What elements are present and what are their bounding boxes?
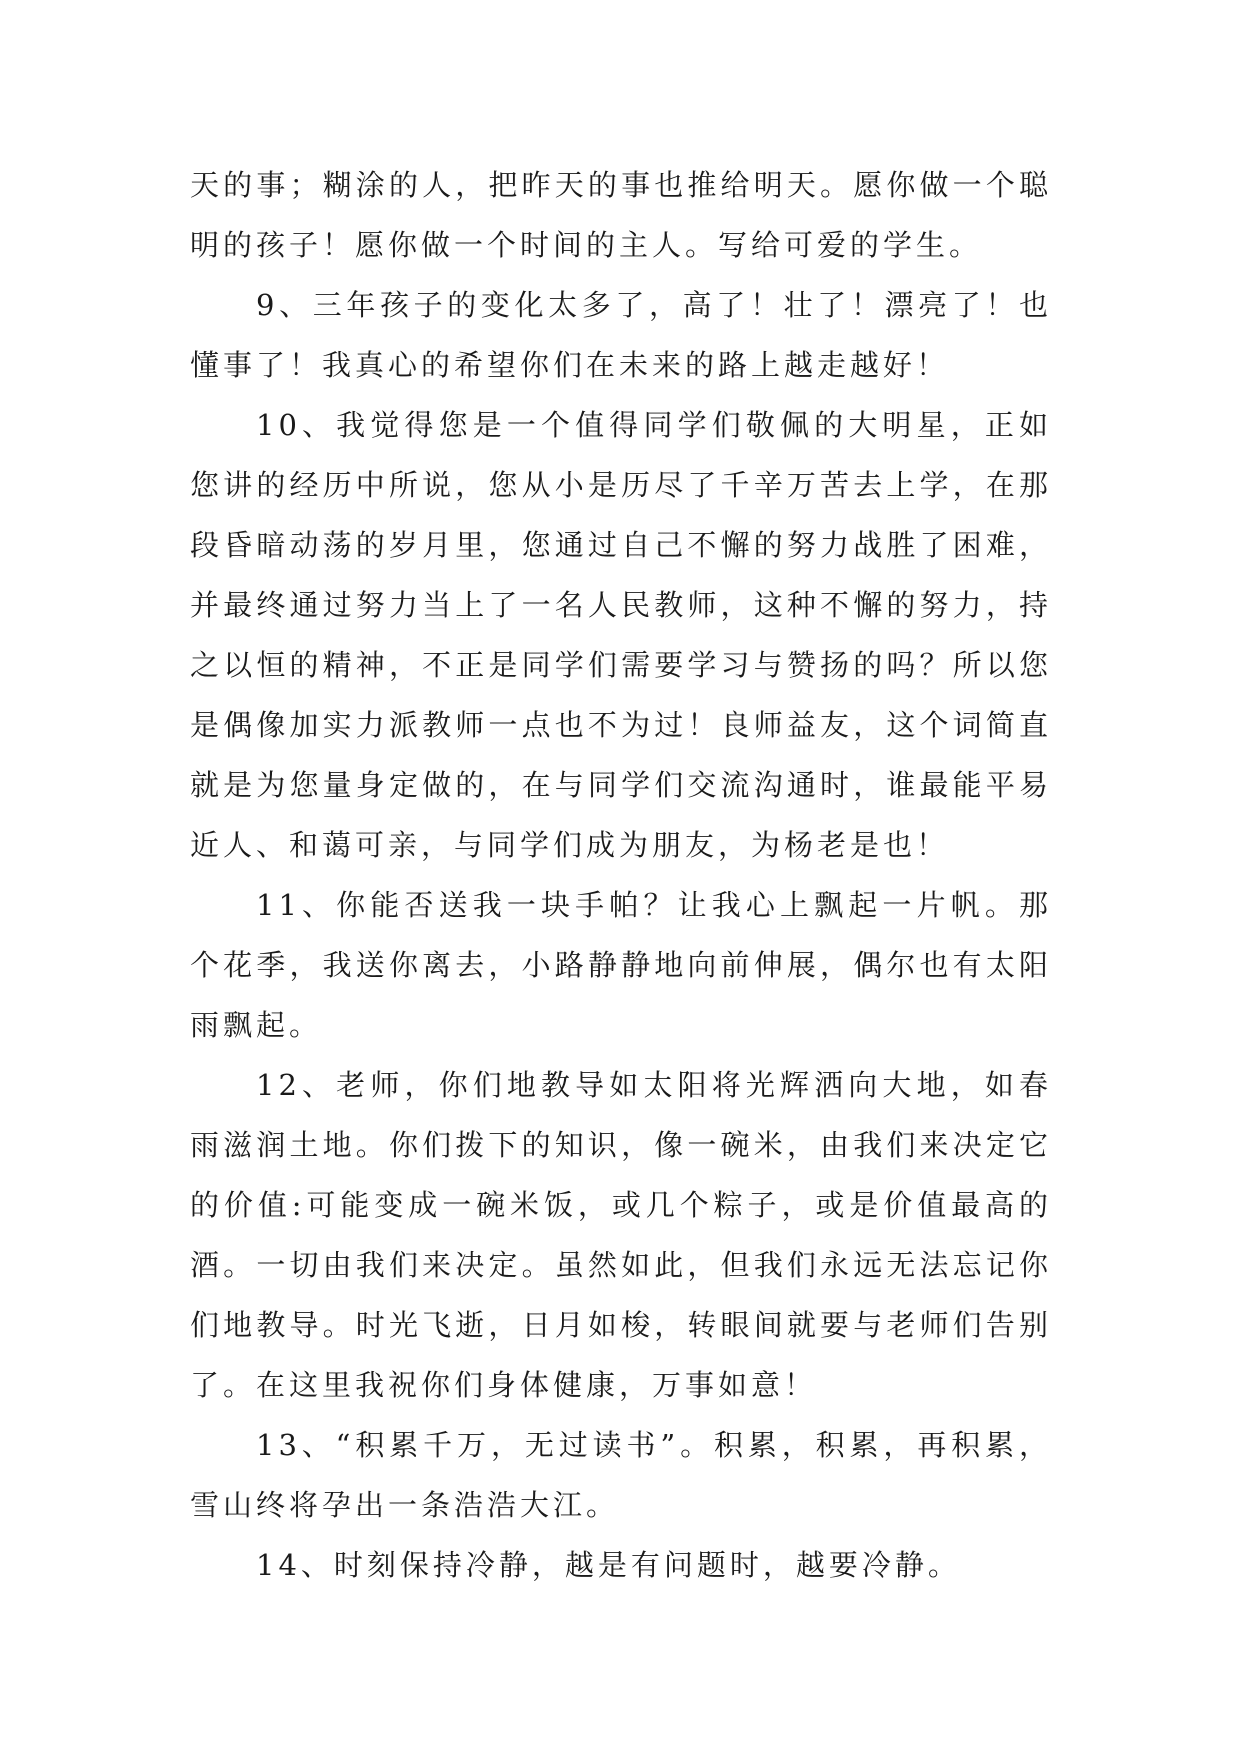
document-body (190, 155, 1052, 1595)
paragraph-item-11: 11、你能否送我一块手帕？让我心上飘起一片帆。那个花季，我送你离去，小路静静地向前伸展，偶尔也有太阳雨飘起。 (190, 888, 1052, 1042)
paragraph-item-9: 9、三年孩子的变化太多了，高了！壮了！漂亮了！也懂事了！我真心的希望你们在未来的路上越走越好！ (190, 288, 1052, 382)
paragraph-continuation: 天的事；糊涂的人，把昨天的事也推给明天。愿你做一个聪明的孩子！愿你做一个时间的主人。写给可爱的学生。 (190, 168, 1052, 262)
paragraph-item-14: 14、时刻保持冷静，越是有问题时，越要冷静。 (256, 1548, 961, 1582)
paragraph-item-12: 12、老师，你们地教导如太阳将光辉洒向大地，如春雨滋润土地。你们拨下的知识，像一碗米，由我们来决定它的价值:可能变成一碗米饭，或几个粽子，或是价值最高的酒。一切由我们来决定。虽然如此，但我们永远无法忘记你们地教导。时光飞逝，日月如梭，转眼间就要与老师们告别了。在这里我祝你们身体健康，万事如意！ (190, 1068, 1052, 1402)
paragraph-item-10: 10、我觉得您是一个值得同学们敬佩的大明星，正如您讲的经历中所说，您从小是历尽了千辛万苦去上学，在那段昏暗动荡的岁月里，您通过自己不懈的努力战胜了困难，并最终通过努力当上了一名人民教师，这种不懈的努力，持之以恒的精神，不正是同学们需要学习与赞扬的吗？所以您是偶像加实力派教师一点也不为过！良师益友，这个词简直就是为您量身定做的，在与同学们交流沟通时，谁最能平易近人、和蔼可亲，与同学们成为朋友，为杨老是也！ (190, 408, 1052, 862)
paragraph-item-13: 13、“积累千万，无过读书”。积累，积累，再积累，雪山终将孕出一条浩浩大江。 (190, 1428, 1052, 1522)
